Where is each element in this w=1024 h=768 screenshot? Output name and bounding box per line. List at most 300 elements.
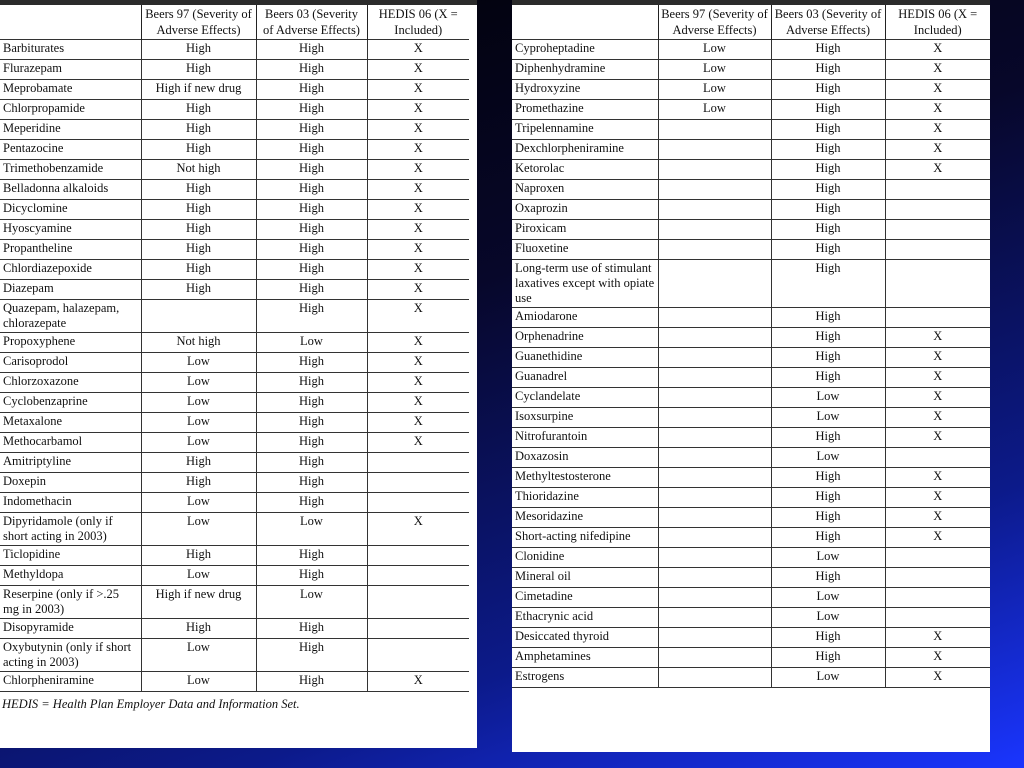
table-row [0, 200, 469, 220]
table-row [512, 308, 990, 328]
hedis06-cell: X [885, 668, 990, 688]
beers97-cell: Low [141, 493, 256, 513]
beers97-cell [658, 648, 771, 668]
beers97-cell [658, 508, 771, 528]
beers03-cell: High [256, 160, 367, 180]
drug-name-cell: Propoxyphene [0, 333, 141, 353]
beers97-cell [658, 448, 771, 468]
table-row [0, 140, 469, 160]
table-row [512, 80, 990, 100]
beers03-cell: High [771, 220, 885, 240]
hedis06-cell: X [367, 433, 469, 453]
beers03-cell: High [256, 493, 367, 513]
table-row [0, 433, 469, 453]
beers97-cell: High [141, 453, 256, 473]
beers97-cell [658, 220, 771, 240]
beers97-column-header: Beers 97 (Severity of Adverse Effects) [141, 5, 256, 40]
beers03-cell: High [256, 473, 367, 493]
hedis06-cell [885, 180, 990, 200]
beers97-cell [658, 240, 771, 260]
beers97-cell [658, 468, 771, 488]
beers97-cell [658, 428, 771, 448]
beers03-cell: Low [771, 668, 885, 688]
table-row [512, 648, 990, 668]
drug-name-cell: Chlorzoxazone [0, 373, 141, 393]
table-row [0, 453, 469, 473]
drug-name-cell: Methyltestosterone [512, 468, 658, 488]
drug-table-left-body [0, 40, 469, 692]
table-row [0, 100, 469, 120]
hedis06-cell: X [885, 40, 990, 60]
table-row [512, 140, 990, 160]
table-row [512, 628, 990, 648]
drug-name-cell: Fluoxetine [512, 240, 658, 260]
hedis06-cell: X [367, 672, 469, 692]
beers97-cell [658, 408, 771, 428]
beers97-cell: Low [658, 60, 771, 80]
drug-name-cell: Chlordiazepoxide [0, 260, 141, 280]
hedis06-column-header: HEDIS 06 (X = Included) [367, 5, 469, 40]
beers97-cell: High [141, 200, 256, 220]
drug-name-cell: Meperidine [0, 120, 141, 140]
beers97-cell [658, 388, 771, 408]
beers03-cell: High [771, 468, 885, 488]
right-table-panel [512, 0, 990, 752]
hedis06-cell: X [885, 508, 990, 528]
drug-name-cell: Doxepin [0, 473, 141, 493]
drug-name-cell: Dipyridamole (only if short acting in 2003) [0, 513, 141, 546]
table-row [0, 160, 469, 180]
hedis06-cell [885, 588, 990, 608]
table-row [512, 388, 990, 408]
table-row [0, 639, 469, 672]
drug-name-cell: Isoxsurpine [512, 408, 658, 428]
drug-name-cell: Trimethobenzamide [0, 160, 141, 180]
drug-name-cell: Mesoridazine [512, 508, 658, 528]
table-row [512, 408, 990, 428]
hedis06-cell: X [885, 408, 990, 428]
hedis06-cell [367, 473, 469, 493]
beers97-cell: Low [141, 353, 256, 373]
beers03-cell: Low [256, 513, 367, 546]
beers97-cell: Low [658, 100, 771, 120]
beers97-cell: Low [141, 513, 256, 546]
hedis06-cell: X [885, 468, 990, 488]
table-row [0, 180, 469, 200]
beers03-cell: High [771, 628, 885, 648]
beers97-cell [141, 300, 256, 333]
beers97-cell: High [141, 260, 256, 280]
drug-name-cell: Cyclandelate [512, 388, 658, 408]
drug-name-cell: Amiodarone [512, 308, 658, 328]
drug-table-left [0, 5, 469, 692]
beers97-cell [658, 528, 771, 548]
beers03-cell: Low [771, 608, 885, 628]
beers03-cell: High [256, 120, 367, 140]
table-row [0, 672, 469, 692]
beers03-cell: High [256, 353, 367, 373]
beers97-cell: High [141, 60, 256, 80]
drug-name-cell: Piroxicam [512, 220, 658, 240]
beers03-cell: High [771, 508, 885, 528]
table-row [0, 586, 469, 619]
beers97-cell [658, 488, 771, 508]
table-row [0, 353, 469, 373]
beers97-cell [658, 308, 771, 328]
hedis06-cell: X [367, 300, 469, 333]
beers97-cell [658, 260, 771, 308]
drug-name-cell: Doxazosin [512, 448, 658, 468]
hedis06-cell: X [367, 120, 469, 140]
beers03-column-header: Beers 03 (Severity of Adverse Effects) [256, 5, 367, 40]
beers03-cell: High [771, 260, 885, 308]
beers97-cell [658, 368, 771, 388]
beers03-cell: High [771, 528, 885, 548]
hedis06-cell: X [885, 528, 990, 548]
beers97-cell [658, 348, 771, 368]
drug-name-cell: Ketorolac [512, 160, 658, 180]
table-row [0, 373, 469, 393]
hedis06-cell: X [367, 393, 469, 413]
beers03-cell: High [256, 373, 367, 393]
hedis06-cell [367, 566, 469, 586]
hedis06-cell: X [367, 200, 469, 220]
beers97-cell: Low [141, 639, 256, 672]
beers03-cell: High [771, 120, 885, 140]
drug-name-cell: Amitriptyline [0, 453, 141, 473]
beers97-cell: Not high [141, 160, 256, 180]
beers03-cell: High [256, 280, 367, 300]
hedis06-cell [885, 260, 990, 308]
hedis06-cell: X [885, 648, 990, 668]
hedis06-cell: X [367, 180, 469, 200]
beers03-cell: High [256, 260, 367, 280]
drug-name-cell: Diazepam [0, 280, 141, 300]
table-row [0, 280, 469, 300]
hedis06-cell: X [367, 373, 469, 393]
hedis06-cell: X [367, 240, 469, 260]
beers97-cell [658, 548, 771, 568]
drug-name-cell: Cyproheptadine [512, 40, 658, 60]
hedis06-cell: X [885, 100, 990, 120]
drug-name-cell: Tripelennamine [512, 120, 658, 140]
hedis06-cell [885, 200, 990, 220]
beers03-cell: High [771, 180, 885, 200]
drug-name-cell: Cyclobenzaprine [0, 393, 141, 413]
beers97-cell: High [141, 140, 256, 160]
beers97-cell: High [141, 280, 256, 300]
beers97-cell: High [141, 180, 256, 200]
table-row [0, 60, 469, 80]
hedis06-cell [885, 548, 990, 568]
hedis06-cell: X [885, 628, 990, 648]
beers03-cell: High [256, 140, 367, 160]
beers97-cell [658, 568, 771, 588]
beers97-cell: High if new drug [141, 586, 256, 619]
hedis06-cell: X [885, 488, 990, 508]
table-row [512, 608, 990, 628]
table-row [512, 120, 990, 140]
drug-name-cell: Promethazine [512, 100, 658, 120]
beers97-cell: High [141, 100, 256, 120]
drug-name-cell: Chlorpheniramine [0, 672, 141, 692]
beers97-cell [658, 608, 771, 628]
beers97-cell [658, 180, 771, 200]
beers97-cell: Low [658, 80, 771, 100]
drug-name-cell: Nitrofurantoin [512, 428, 658, 448]
table-row [0, 40, 469, 60]
drug-name-cell: Clonidine [512, 548, 658, 568]
drug-name-cell: Naproxen [512, 180, 658, 200]
table-row [512, 260, 990, 308]
beers03-cell: High [771, 40, 885, 60]
hedis06-cell: X [367, 100, 469, 120]
drug-name-cell: Ethacrynic acid [512, 608, 658, 628]
hedis06-cell: X [885, 388, 990, 408]
table-row [0, 333, 469, 353]
drug-name-cell: Amphetamines [512, 648, 658, 668]
beers03-cell: High [771, 80, 885, 100]
drug-name-cell: Indomethacin [0, 493, 141, 513]
table-row [0, 120, 469, 140]
drug-name-cell: Chlorpropamide [0, 100, 141, 120]
hedis06-cell: X [885, 428, 990, 448]
drug-name-cell: Thioridazine [512, 488, 658, 508]
hedis06-cell [367, 639, 469, 672]
table-row [0, 413, 469, 433]
beers97-cell: High if new drug [141, 80, 256, 100]
beers03-cell: High [256, 546, 367, 566]
drug-name-cell: Long-term use of stimulant laxatives except with opiate use [512, 260, 658, 308]
drug-name-cell: Methocarbamol [0, 433, 141, 453]
drug-name-cell: Estrogens [512, 668, 658, 688]
drug-name-cell: Dicyclomine [0, 200, 141, 220]
table-row [512, 588, 990, 608]
table-row [512, 160, 990, 180]
beers03-cell: High [256, 180, 367, 200]
beers03-cell: High [256, 100, 367, 120]
table-row [0, 300, 469, 333]
beers03-cell: High [256, 672, 367, 692]
hedis06-cell: X [367, 80, 469, 100]
beers97-cell: Not high [141, 333, 256, 353]
table-row [512, 668, 990, 688]
beers03-cell: High [771, 648, 885, 668]
table-row [0, 220, 469, 240]
table-row [512, 180, 990, 200]
drug-column-header [0, 5, 141, 40]
drug-name-cell: Quazepam, halazepam, chlorazepate [0, 300, 141, 333]
beers03-cell: Low [256, 333, 367, 353]
table-row [0, 546, 469, 566]
beers03-cell: High [771, 328, 885, 348]
beers03-cell: High [771, 200, 885, 220]
drug-name-cell: Disopyramide [0, 619, 141, 639]
beers97-cell: Low [141, 413, 256, 433]
beers03-cell: High [771, 140, 885, 160]
hedis06-cell: X [885, 60, 990, 80]
beers03-cell: High [256, 240, 367, 260]
table-row [512, 488, 990, 508]
beers03-cell: High [771, 60, 885, 80]
beers97-cell: Low [141, 566, 256, 586]
hedis06-cell [367, 453, 469, 473]
table-row [512, 200, 990, 220]
hedis06-cell: X [367, 160, 469, 180]
table-row [512, 428, 990, 448]
beers03-cell: High [256, 200, 367, 220]
beers03-cell: Low [771, 388, 885, 408]
drug-name-cell: Metaxalone [0, 413, 141, 433]
hedis06-cell: X [885, 368, 990, 388]
table-row [512, 548, 990, 568]
beers03-cell: High [771, 160, 885, 180]
hedis06-cell: X [367, 353, 469, 373]
hedis-footnote: HEDIS = Health Plan Employer Data and Information Set. [2, 697, 300, 711]
drug-name-cell: Mineral oil [512, 568, 658, 588]
table-row [0, 393, 469, 413]
table-row [512, 508, 990, 528]
table-row [0, 240, 469, 260]
drug-table-right [512, 5, 990, 688]
beers03-cell: High [256, 453, 367, 473]
drug-name-cell: Ticlopidine [0, 546, 141, 566]
drug-name-cell: Oxybutynin (only if short acting in 2003) [0, 639, 141, 672]
table-row [512, 40, 990, 60]
hedis06-cell [885, 240, 990, 260]
table-row [512, 348, 990, 368]
drug-name-cell: Propantheline [0, 240, 141, 260]
table-row [0, 260, 469, 280]
beers97-cell [658, 140, 771, 160]
table-row [0, 619, 469, 639]
beers03-cell: High [256, 220, 367, 240]
hedis06-cell [885, 608, 990, 628]
beers03-cell: High [256, 60, 367, 80]
beers03-cell: High [256, 80, 367, 100]
beers97-cell [658, 200, 771, 220]
beers97-cell: High [141, 240, 256, 260]
beers97-cell: Low [658, 40, 771, 60]
drug-name-cell: Oxaprozin [512, 200, 658, 220]
beers97-cell: High [141, 40, 256, 60]
beers03-cell: Low [771, 408, 885, 428]
hedis06-cell [367, 546, 469, 566]
table-row [512, 448, 990, 468]
hedis06-cell: X [367, 60, 469, 80]
beers03-cell: High [771, 568, 885, 588]
drug-name-cell: Diphenhydramine [512, 60, 658, 80]
hedis06-cell: X [885, 80, 990, 100]
beers03-cell: High [771, 488, 885, 508]
drug-name-cell: Desiccated thyroid [512, 628, 658, 648]
beers03-cell: High [256, 433, 367, 453]
beers97-cell [658, 668, 771, 688]
table-row [512, 328, 990, 348]
beers03-cell: High [256, 300, 367, 333]
table-row [0, 513, 469, 546]
hedis06-cell [885, 448, 990, 468]
beers97-cell: High [141, 473, 256, 493]
beers97-cell: Low [141, 433, 256, 453]
drug-name-cell: Cimetadine [512, 588, 658, 608]
beers03-cell: High [256, 639, 367, 672]
table-row [512, 220, 990, 240]
drug-name-cell: Hydroxyzine [512, 80, 658, 100]
hedis06-cell: X [885, 328, 990, 348]
beers03-cell: High [771, 428, 885, 448]
beers97-cell [658, 160, 771, 180]
beers03-cell: High [256, 566, 367, 586]
left-table-panel [0, 0, 477, 748]
hedis06-cell [885, 308, 990, 328]
drug-name-cell: Hyoscyamine [0, 220, 141, 240]
drug-name-cell: Short-acting nifedipine [512, 528, 658, 548]
table-row [0, 80, 469, 100]
hedis06-cell [885, 220, 990, 240]
beers97-cell: High [141, 220, 256, 240]
hedis06-cell: X [885, 160, 990, 180]
hedis06-cell: X [367, 513, 469, 546]
beers03-cell: High [771, 308, 885, 328]
drug-name-cell: Carisoprodol [0, 353, 141, 373]
beers97-cell [658, 120, 771, 140]
beers03-cell: High [256, 40, 367, 60]
beers97-cell [658, 628, 771, 648]
beers03-cell: High [771, 100, 885, 120]
beers03-cell: Low [256, 586, 367, 619]
drug-name-cell: Flurazepam [0, 60, 141, 80]
table-row [512, 240, 990, 260]
beers03-cell: High [771, 348, 885, 368]
drug-name-cell: Orphenadrine [512, 328, 658, 348]
beers03-cell: Low [771, 448, 885, 468]
beers97-cell: Low [141, 393, 256, 413]
drug-name-cell: Dexchlorpheniramine [512, 140, 658, 160]
table-row [512, 100, 990, 120]
hedis06-cell: X [367, 260, 469, 280]
table-row [0, 566, 469, 586]
hedis06-cell: X [367, 413, 469, 433]
hedis06-column-header: HEDIS 06 (X = Included) [885, 5, 990, 40]
hedis06-cell: X [885, 120, 990, 140]
hedis06-cell: X [367, 220, 469, 240]
beers03-cell: Low [771, 548, 885, 568]
beers97-cell: High [141, 120, 256, 140]
beers03-cell: High [256, 619, 367, 639]
drug-name-cell: Pentazocine [0, 140, 141, 160]
hedis06-cell [367, 619, 469, 639]
drug-name-cell: Guanadrel [512, 368, 658, 388]
table-row [512, 60, 990, 80]
beers97-cell: High [141, 619, 256, 639]
hedis06-cell: X [885, 140, 990, 160]
drug-name-cell: Barbiturates [0, 40, 141, 60]
beers97-cell [658, 588, 771, 608]
table-row [0, 493, 469, 513]
hedis06-cell: X [367, 280, 469, 300]
table-header-row [0, 5, 469, 40]
beers03-cell: High [771, 368, 885, 388]
hedis06-cell: X [885, 348, 990, 368]
hedis06-cell [367, 493, 469, 513]
beers03-cell: High [256, 393, 367, 413]
hedis06-cell: X [367, 333, 469, 353]
table-row [512, 568, 990, 588]
beers97-cell: Low [141, 373, 256, 393]
table-row [512, 468, 990, 488]
beers97-column-header: Beers 97 (Severity of Adverse Effects) [658, 5, 771, 40]
